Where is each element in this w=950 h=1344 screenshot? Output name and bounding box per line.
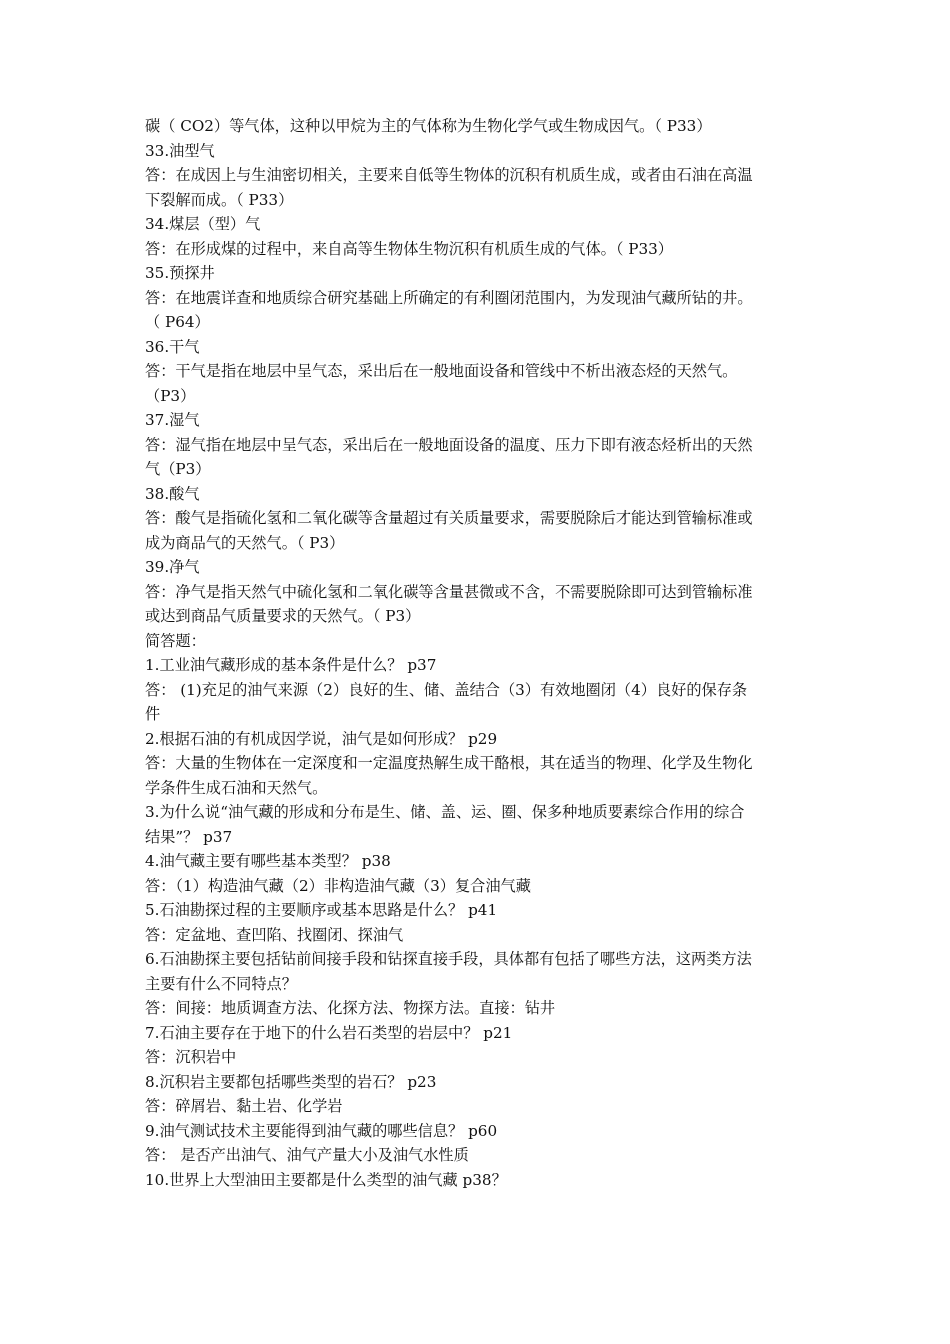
question-line: 1.工业油气藏形成的基本条件是什么？ p37 bbox=[145, 656, 437, 674]
answer-line: 答：干气是指在地层中呈气态，采出后在一般地面设备和管线中不析出液态烃的天然气。 bbox=[145, 362, 738, 380]
document-body bbox=[145, 114, 815, 1192]
text-line: 件 bbox=[145, 705, 161, 723]
text-line: 下裂解而成。（ P33） bbox=[145, 190, 294, 209]
answer-line: 答：间接：地质调查方法、化探方法、物探方法。直接：钻井 bbox=[145, 999, 556, 1017]
text-line: 结果”？ p37 bbox=[145, 827, 233, 846]
question-line: 7.石油主要存在于地下的什么岩石类型的岩层中？ p21 bbox=[145, 1023, 513, 1042]
text-line: 学条件生成石油和天然气。 bbox=[145, 778, 328, 797]
answer-line: 答：沉积岩中 bbox=[145, 1048, 237, 1066]
question-line: 9.油气测试技术主要能得到油气藏的哪些信息？ p60 bbox=[145, 1121, 498, 1140]
text-line: 成为商品气的天然气。（ P3） bbox=[145, 533, 345, 552]
answer-line: 答：大量的生物体在一定深度和一定温度热解生成干酪根，其在适当的物理、化学及生物化 bbox=[145, 754, 753, 772]
text-line: （ P64） bbox=[145, 313, 210, 331]
answer-line: 答：净气是指天然气中硫化氢和二氧化碳等含量甚微或不含，不需要脱除即可达到管输标准 bbox=[145, 582, 753, 601]
answer-line: 答：在形成煤的过程中，来自高等生物体生物沉积有机质生成的气体。（ P33） bbox=[145, 239, 673, 258]
section-heading: 简答题： bbox=[145, 631, 206, 650]
answer-line: 答：（1）构造油气藏（2）非构造油气藏（3）复合油气藏 bbox=[145, 876, 531, 895]
text-line: 或达到商品气质量要求的天然气。（ P3） bbox=[145, 607, 421, 625]
question-line: 5.石油勘探过程的主要顺序或基本思路是什么？ p41 bbox=[145, 901, 498, 919]
question-line: 8.沉积岩主要都包括哪些类型的岩石？ p23 bbox=[145, 1072, 437, 1091]
term-heading: 38.酸气 bbox=[145, 484, 200, 503]
answer-line: 答： (1)充足的油气来源（2）良好的生、储、盖结合（3）有效地圈闭（4）良好的保存条 bbox=[145, 680, 748, 699]
text-line: 碳（ CO2）等气体，这种以甲烷为主的气体称为生物化学气或生物成因气。（ P33） bbox=[145, 117, 712, 135]
term-heading: 37.湿气 bbox=[145, 411, 200, 429]
question-line: 10.世界上大型油田主要都是什么类型的油气藏 p38？ bbox=[145, 1170, 507, 1189]
term-heading: 39.净气 bbox=[145, 558, 200, 576]
term-heading: 35.预探井 bbox=[145, 264, 215, 282]
answer-line: 答：酸气是指硫化氢和二氧化碳等含量超过有关质量要求，需要脱除后才能达到管输标准或 bbox=[145, 509, 753, 527]
answer-line: 答：碎屑岩、黏土岩、化学岩 bbox=[145, 1097, 343, 1115]
term-heading: 33.油型气 bbox=[145, 141, 215, 160]
answer-line: 答：定盆地、查凹陷、找圈闭、探油气 bbox=[145, 925, 404, 944]
text-line: 气（P3） bbox=[145, 460, 211, 478]
answer-line: 答： 是否产出油气、油气产量大小及油气水性质 bbox=[145, 1146, 469, 1164]
question-line: 3.为什么说“油气藏的形成和分布是生、储、盖、运、圈、保多种地质要素综合作用的综合 bbox=[145, 803, 745, 821]
question-line: 6.石油勘探主要包括钻前间接手段和钻探直接手段，具体都有包括了哪些方法，这两类方法 bbox=[145, 950, 752, 968]
text-line: （P3） bbox=[145, 386, 196, 405]
answer-line: 答：在成因上与生油密切相关，主要来自低等生物体的沉积有机质生成，或者由石油在高温 bbox=[145, 166, 753, 184]
text-line: 主要有什么不同特点？ bbox=[145, 974, 297, 993]
answer-line: 答：湿气指在地层中呈气态，采出后在一般地面设备的温度、压力下即有液态烃析出的天然 bbox=[145, 435, 753, 454]
answer-line: 答：在地震详查和地质综合研究基础上所确定的有利圈闭范围内，为发现油气藏所钻的井。 bbox=[145, 288, 753, 307]
term-heading: 34.煤层（型）气 bbox=[145, 215, 261, 233]
question-line: 4.油气藏主要有哪些基本类型？ p38 bbox=[145, 852, 391, 870]
term-heading: 36.干气 bbox=[145, 337, 200, 356]
question-line: 2.根据石油的有机成因学说，油气是如何形成？ p29 bbox=[145, 729, 498, 748]
